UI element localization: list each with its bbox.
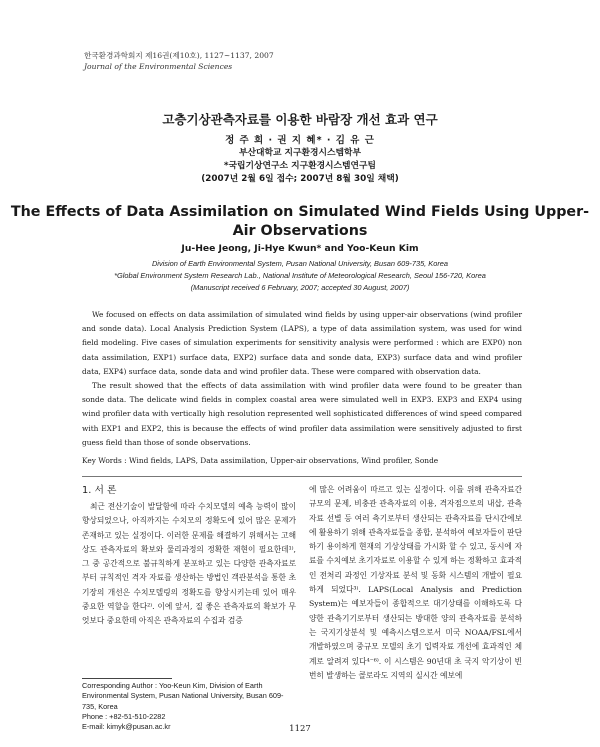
- journal-header: [84, 50, 274, 72]
- page-number: 1127: [289, 724, 311, 734]
- footnote-email: E-mail: kimyk@pusan.ac.kr: [82, 722, 171, 732]
- section-heading-introduction: 1. 서 론: [82, 485, 117, 496]
- korean-authors: 정 주 희 · 권 지 혜* · 김 유 근: [225, 135, 375, 146]
- english-title: The Effects of Data Assimilation on Simulated Wind Fields Using Upper-Air Observations: [10, 204, 590, 239]
- footnote-divider: [82, 678, 172, 679]
- english-affiliation-2: *Global Environment System Research Lab., National Institute of Meteorological Research, Seoul 156-720, Korea: [114, 271, 486, 280]
- footnote-phone: Phone : +82-51-510-2282: [82, 711, 166, 721]
- english-affiliation-1: Division of Earth Environmental System, Pusan National University, Busan 609-735, Korea: [151, 259, 449, 268]
- section-divider: [82, 476, 522, 477]
- abstract-paragraph-2: The result showed that the effects of data assimilation with wind profiler data were found to be greater than sonde data. The delicate wind fields in complex coastal area were simulated well in EXP3. EXP3 and EXP4 using wind profiler data with vertically high resolution represented well sophisticated differences of wind speed compared with EXP1 and EXP2, this is because the effects of wind profiler data assimilation were sensitively adjusted to first guess field than those of sonde observations.: [82, 381, 522, 447]
- introduction-right-text: 에 많은 어려움이 따르고 있는 실정이다. 이를 위해 관측자료간 규모의 문제, 비충관 관측자료의 이용, 격자점으로의 내삽, 관측자료 선별 등 여러 측기로부터 생산되는 관측자료를 단시간에보에 활용하기 위해 관측자료들을 종합, 분석하여 예보자들이 판단하기 용이하게 현재의 기상상태를 가시화 할 수 있고, 동시에 자료를 수치예보 초기자료로 이용할 수 있게 하는 정확하고 효과적인 전처리 과정인 기상자료 분석 및 동화 시스템의 개발이 필요하게 되었다³⁾. LAPS(Local Analysis and Prediction System)는 예보자들이 종합적으로 대기상태를 이해하도록 다양한 관측기기로부터 생산되는 방대한 양의 관측자료를 분석하는 국지기상분석 및 예측시스템으로서 미국 NOAA/FSL에서 개발하였으며 중규모 모델의 초기 입력자료 개선에 효과적인 체계로 알려져 있다⁴⁻⁶⁾. 이 시스템은 90년대 초 국지 악기상이 빈번히 발생하는 콜로라도 지역의 실시간 예보에: [309, 485, 522, 680]
- english-affiliations: [0, 258, 600, 294]
- body-left-column: [82, 483, 296, 629]
- footnote-author: Corresponding Author : Yoo-Keun Kim, Division of Earth Environmental System, Pusan National University, Busan 609-735, Korea: [82, 681, 284, 711]
- korean-author-block: [0, 134, 600, 186]
- korean-affiliation-2: *국립기상연구소 지구환경시스템연구팀: [223, 161, 377, 171]
- korean-received-date: (2007년 2월 6일 접수; 2007년 8월 30일 채택): [201, 174, 399, 184]
- introduction-left-text: 최근 전산기술이 발달함에 따라 수치모델의 예측 능력이 많이 향상되었으나, 아직까지는 수치모의 정확도에 있어 많은 문제가 존재하고 있는 실정이다. 이러한 문제를 해결하기 위해서는 고해상도 관측자료의 확보와 물리과정의 정확한 재현이 필요한데¹⁾, 그 중 공간적으로 불규칙하게 분포하고 있는 다양한 관측자료로부터 규칙적인 격자 자료를 생산하는 방법인 객관분석을 통한 초기장의 개선은 수치모델링의 정확도를 향상시키는데 있어 매우 중요한 역할을 한다²⁾. 이에 앞서, 질 좋은 관측자료의 확보가 무엇보다 중요한데 아직은 관측자료의 수집과 검증: [82, 502, 296, 626]
- korean-affiliation-1: 부산대학교 지구환경시스템학부: [238, 148, 362, 158]
- korean-title: 고층기상관측자료를 이용한 바람장 개선 효과 연구: [162, 112, 438, 127]
- keywords: Key Words : Wind fields, LAPS, Data assimilation, Upper-air observations, Wind profiler, Sonde: [82, 456, 439, 465]
- english-received-date: (Manuscript received 6 February, 2007; accepted 30 August, 2007): [190, 283, 410, 292]
- abstract: [82, 308, 522, 450]
- abstract-paragraph-1: We focused on effects on data assimilation of simulated wind fields by using upper-air observations (wind profiler and sonde data). Local Analysis Prediction System (LAPS), a type of data assimilation system, was used for wind field modeling. Five cases of simulation experiments for sensitivity analysis were performed : which are EXP0) non data assimilation, EXP1) surface data, EXP2) surface data and sonde data, EXP3) surface data and wind profiler data, EXP4) surface data, sonde data and wind profiler data. These were compared with observation data.: [82, 310, 522, 376]
- journal-korean-line: 한국환경과학회지 제16권(제10호), 1127~1137, 2007: [84, 51, 274, 60]
- body-right-column: [309, 483, 522, 683]
- english-authors: Ju-Hee Jeong, Ji-Hye Kwun* and Yoo-Keun Kim: [181, 243, 419, 254]
- journal-english-line: Journal of the Environmental Sciences: [84, 62, 233, 71]
